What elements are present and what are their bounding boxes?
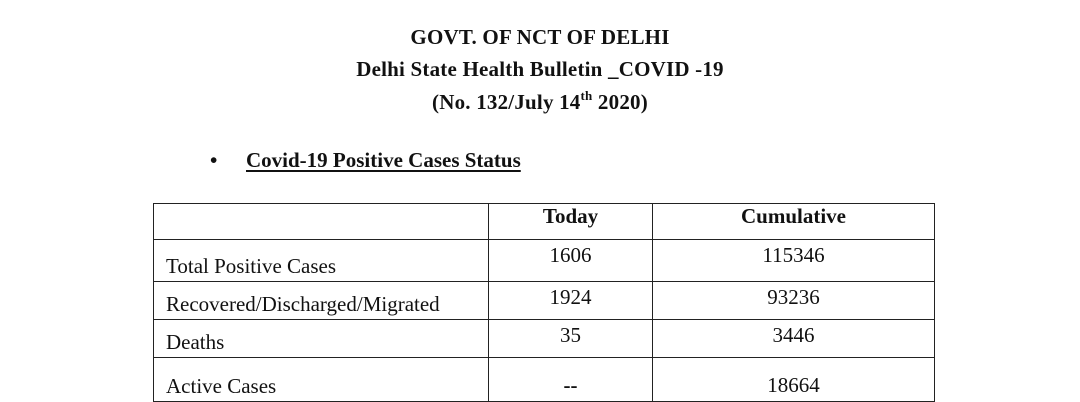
- section-heading-row: [210, 148, 521, 173]
- bulletin-number-prefix: (No. 132/July 14: [432, 90, 581, 114]
- cumulative-value: 18664: [653, 358, 935, 402]
- table-row: [154, 240, 935, 282]
- govt-title: GOVT. OF NCT OF DELHI: [410, 25, 670, 49]
- section-heading: Covid-19 Positive Cases Status: [246, 148, 521, 172]
- row-label: Active Cases: [154, 358, 489, 402]
- bulletin-title: Delhi State Health Bulletin _COVID -19: [356, 57, 724, 81]
- bulletin-number-ordinal: th: [580, 88, 593, 103]
- cumulative-value: 115346: [653, 240, 935, 282]
- covid-status-table: [153, 203, 935, 402]
- today-value: 35: [489, 320, 653, 358]
- table-row: [154, 320, 935, 358]
- row-label: Total Positive Cases: [154, 240, 489, 282]
- today-value: 1924: [489, 282, 653, 320]
- bulletin-number: [0, 88, 1080, 115]
- today-value: 1606: [489, 240, 653, 282]
- cumulative-value: 3446: [653, 320, 935, 358]
- table-row: [154, 282, 935, 320]
- table-header-row: [154, 204, 935, 240]
- bulletin-number-suffix: 2020): [592, 90, 648, 114]
- column-header-cumulative: Cumulative: [653, 204, 935, 240]
- cumulative-value: 93236: [653, 282, 935, 320]
- bullet-icon: •: [210, 148, 218, 172]
- row-label: Deaths: [154, 320, 489, 358]
- column-header-today: Today: [489, 204, 653, 240]
- column-header-label: [154, 204, 489, 240]
- today-value: --: [489, 358, 653, 402]
- row-label: Recovered/Discharged/Migrated: [154, 282, 489, 320]
- table-row: [154, 358, 935, 402]
